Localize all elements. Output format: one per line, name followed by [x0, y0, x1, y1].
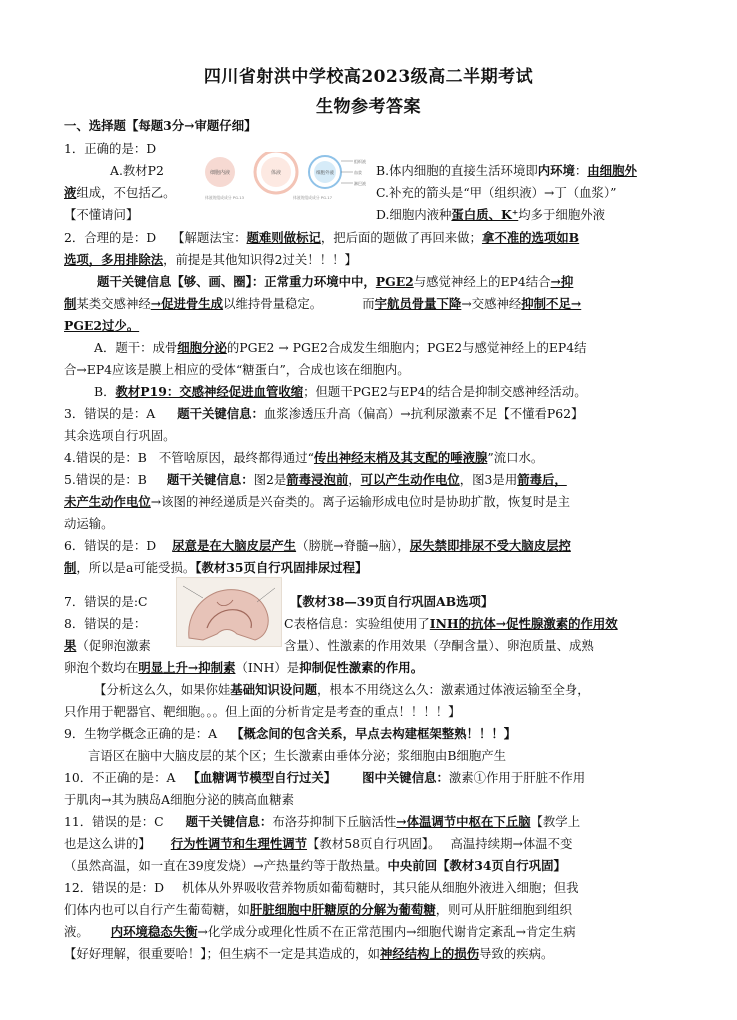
text: ， [348, 472, 361, 487]
text: A．题干：成骨 [94, 340, 178, 355]
text: 题干关键信息【够、画、圈】：正常重力环境中中， [97, 274, 376, 289]
text: 【概念间的包含关系，早点去构建框架整熟！！！】 [231, 726, 517, 741]
q4-line-1 [64, 450, 543, 466]
text: 们体内也可以自行产生葡萄糖，如 [64, 902, 250, 917]
q8-line-5 [64, 704, 461, 720]
intracellular-label: 细胞内液 [209, 170, 231, 176]
q1-option-b [376, 163, 637, 179]
text: （促卵泡激素 [76, 638, 151, 653]
text: 组成，不包括乙。 [76, 185, 176, 200]
text: ，所以是a可能受损。 [76, 560, 196, 575]
text: 题干关键信息： [185, 814, 273, 829]
text: 言语区在脑中大脑皮层的某个区；生长激素由垂体分泌；浆细胞由B细胞产生 [88, 748, 506, 763]
text: 与感觉神经上的EP4结合 [413, 274, 551, 289]
section-prefix: 一、选择题 [64, 118, 126, 133]
q2-answer: 2．合理的是：D [64, 230, 157, 245]
q11-line-2 [64, 836, 572, 852]
q2-option-b [94, 384, 587, 400]
text: ，根本不用绕这么久：激素通过体液运输至全身， [317, 682, 590, 697]
text: 传出神经末梢及其支配的唾液腺 [313, 450, 488, 465]
text: 只作用于靶器官、靶细胞。。。但上面的分析肯定是考查的重点！！！！】 [64, 704, 461, 719]
q8-line-1 [64, 616, 146, 632]
text: 而 [362, 296, 375, 311]
extracellular-label: 细胞外液 [316, 171, 334, 176]
q1-option-c [376, 185, 616, 201]
text: 合→EP4应该是膜上相应的受体“糖蛋白”，合成也该在细胞内。 [64, 362, 410, 377]
text: 液 [64, 185, 77, 200]
text: 【教材34页自行巩固】 [437, 858, 566, 873]
text: B.体内细胞的直接生活环境即 [376, 163, 538, 178]
tissue-shape [189, 590, 268, 640]
text: 【教学上 [530, 814, 581, 829]
text: ，前提是其他知识得2过关！！！】 [163, 252, 357, 267]
q11-line-3 [64, 858, 566, 874]
text: （膀胱→脊髓→脑）， [296, 538, 410, 553]
text: D.细胞内液种 [376, 207, 452, 222]
figure-caption-right: 体液的组成成分 PG.17 [293, 195, 333, 200]
text: 拿不准的选项如B [481, 230, 580, 245]
legend-item: 血浆 [354, 170, 362, 175]
q2-line-2 [64, 252, 357, 268]
q11-answer: 11．错误的是：C [64, 814, 164, 829]
text: 【血糖调节模型自行过关】 [187, 770, 337, 785]
text: 的PGE2 → PGE2合成发生细胞内；PGE2与感觉神经上的EP4结 [226, 340, 587, 355]
text: 激素①作用于肝脏不作用 [448, 770, 586, 785]
q12-line-1 [64, 880, 579, 896]
text: 图中关键信息： [362, 770, 449, 785]
text: 机体从外界吸收营养物质如葡萄糖时，其只能从细胞外液进入细胞；但我 [182, 880, 579, 895]
q5-line-3 [64, 516, 114, 532]
text: 尿失禁即排尿不受大脑皮层控 [409, 538, 571, 553]
figure-caption-left: 体液的组成成分 PG.13 [205, 195, 245, 200]
text: 抑制不足→ [521, 296, 582, 311]
text: 【教材38—39页自行巩固AB选项】 [290, 594, 494, 609]
q3-answer: 3．错误的是：A [64, 406, 156, 421]
q9-line-2 [88, 748, 506, 764]
q12-line-2 [64, 902, 572, 918]
text: 果 [64, 638, 77, 653]
text: 可以产生动作电位 [360, 472, 460, 487]
text: 含量）、性激素的作用效果（孕酮含量）、卵泡质量、成熟 [284, 638, 594, 653]
text: ，把后面的题做了再回来做； [320, 230, 482, 245]
text: 抑制促性激素的作用。 [299, 660, 424, 675]
text: 尿意是在大脑皮层产生 [172, 538, 297, 553]
text: 题干关键信息： [166, 472, 254, 487]
q2-line-4 [64, 296, 581, 312]
q7-note [290, 594, 493, 610]
text: 教材P19：交感神经促进血管收缩 [115, 384, 304, 399]
q8-line-1b [284, 616, 618, 632]
text: ；但题干PGE2与EP4的结合是抑制交感神经活动。 [303, 384, 587, 399]
q10-line-2 [64, 792, 294, 808]
text: 明显上升→抑制素 [138, 660, 236, 675]
text: 卵泡个数均在 [64, 660, 139, 675]
text: 行为性调节和生理性调节 [170, 836, 308, 851]
text: C表格信息：实验组使用了 [284, 616, 430, 631]
q12-answer: 12．错误的是：D [64, 880, 165, 895]
q1-option-a [110, 163, 164, 179]
q1-line-3 [64, 185, 176, 201]
text: 题干关键信息： [177, 406, 264, 421]
text: 内环境稳态失衡 [110, 924, 198, 939]
text: 细胞分泌 [177, 340, 227, 355]
q3-line-2 [64, 428, 176, 444]
q8-answer: 8．错误的是： [64, 616, 147, 631]
text: PGE2过少。 [64, 318, 140, 333]
q2-option-a-cont [64, 362, 410, 378]
text: ： [574, 163, 588, 178]
document-subtitle: 生物参考答案 [316, 97, 421, 117]
q5-line-2 [64, 494, 570, 510]
text: 布洛芬抑制下丘脑活性 [272, 814, 397, 829]
q4-answer: 4.错误的是：B [64, 450, 147, 465]
text: ，则可从肝脏细胞到组织 [435, 902, 573, 917]
q1-option-d [376, 207, 605, 223]
q12-line-4 [64, 946, 553, 962]
q2-line-3 [97, 274, 573, 290]
text: 未产生动作电位 [64, 494, 151, 509]
document-title: 四川省射洪中学校高2023级高二半期考试 [203, 67, 534, 87]
text: →抑 [550, 274, 574, 289]
text: 于肌肉→其为胰岛A细胞分泌的胰高血糖素 [64, 792, 294, 807]
legend-item: 淋巴液 [354, 181, 366, 186]
text: （虽然高温，如一直在39度发烧）→产热量约等于散热量。 [64, 858, 388, 873]
text: 血浆渗透压升高（偏高）→抗利尿激素不足【不懂看P62】 [263, 406, 584, 421]
q2-line-5 [64, 318, 139, 334]
text: 题难则做标记 [246, 230, 321, 245]
text: 以维持骨量稳定。 [223, 296, 323, 311]
q6-line-2 [64, 560, 367, 576]
q1-note [64, 207, 138, 223]
text: 【教材58页自行巩固】。 [307, 836, 441, 851]
section-bracket: 【每题3分→审题仔细】 [125, 118, 257, 133]
text: 制 [64, 296, 77, 311]
text: 蛋白质、K⁺ [451, 207, 519, 222]
text: ”流口水。 [487, 450, 544, 465]
text: 【分析这么久，如果你娃 [94, 682, 231, 697]
text: 选项，多用排除法 [64, 252, 164, 267]
text: →该图的神经递质是兴奋类的。离子运输形成电位时是协助扩散，恢复时是主 [150, 494, 571, 509]
body-fluid-label: 体液 [270, 170, 282, 176]
text: 【解题法宝： [172, 230, 247, 245]
text: 内环境 [537, 163, 575, 178]
q11-line-1 [64, 814, 580, 830]
text: 导致的疾病。 [479, 946, 554, 961]
q2-option-a [94, 340, 587, 356]
q6-answer: 6．错误的是：D [64, 538, 157, 553]
q3-line-1 [64, 406, 583, 422]
text: 箭毒后， [517, 472, 567, 487]
q5-line-1 [64, 472, 567, 488]
text: 不管啥原因，最终都得通过“ [158, 450, 314, 465]
text: INH的抗体→促性腺激素的作用效 [429, 616, 618, 631]
q6-line-1 [64, 538, 571, 554]
text: 高温持续期→体温不变 [450, 836, 573, 851]
q7-line-1 [64, 594, 148, 610]
text: 肝脏细胞中肝糖原的分解为葡萄糖 [249, 902, 436, 917]
q8-line-4 [94, 682, 590, 698]
q8-line-3 [64, 660, 423, 676]
q2-line-1 [64, 230, 579, 246]
q1-answer: 1．正确的是：D [64, 141, 157, 156]
text: →交感神经 [461, 296, 522, 311]
text: 其余选项自行巩固。 [64, 428, 176, 443]
text: 【好好理解，很重要哈！】；但生病不一定是其造成的，如 [64, 946, 380, 961]
q1-line-1 [64, 141, 156, 157]
text: 均多于细胞外液 [518, 207, 605, 222]
q7-answer: 7．错误的是:C [64, 594, 148, 609]
text: 宇航员骨量下降 [374, 296, 462, 311]
text: （INH）是 [235, 660, 300, 675]
text: 【不懂请问】 [64, 207, 139, 222]
body-fluid-figure [203, 152, 371, 202]
q10-line-1 [64, 770, 585, 786]
text: 液。 [64, 924, 89, 939]
tissue-section-image [176, 577, 282, 647]
legend-item: 组织液 [354, 159, 366, 164]
text: 中央前回 [387, 858, 438, 873]
text: PGE2 [375, 274, 414, 289]
text: 基础知识设问题 [230, 682, 318, 697]
text: B． [94, 384, 116, 399]
text: 由细胞外 [587, 163, 637, 178]
q10-answer: 10．不正确的是：A [64, 770, 176, 785]
q12-line-3 [64, 924, 576, 940]
text: 某类交感神经 [76, 296, 151, 311]
text: →体温调节中枢在下丘脑 [396, 814, 531, 829]
text: ，图3是用 [459, 472, 518, 487]
text: 【教材35页自行巩固排尿过程】 [195, 560, 368, 575]
q8-line-2b [284, 638, 594, 654]
text: 箭毒浸泡前 [286, 472, 349, 487]
text: 制 [64, 560, 77, 575]
text: 神经结构上的损伤 [379, 946, 480, 961]
text: 图2是 [253, 472, 287, 487]
q9-line-1 [64, 726, 516, 742]
section-header [64, 118, 256, 134]
q8-line-2 [64, 638, 151, 654]
q5-answer: 5.错误的是：B [64, 472, 147, 487]
text: →化学成分或理化性质不在正常范围内→细胞代谢肯定紊乱→肯定生病 [197, 924, 576, 939]
q1-option-a-text: A.教材P2 [110, 163, 164, 178]
text: 也是这么讲的】 [64, 836, 151, 851]
text: 动运输。 [64, 516, 114, 531]
text: →促进骨生成 [150, 296, 224, 311]
q9-answer: 9．生物学概念正确的是：A [64, 726, 218, 741]
text: C.补充的箭头是“甲（组织液）→丁（血浆）” [376, 185, 617, 200]
